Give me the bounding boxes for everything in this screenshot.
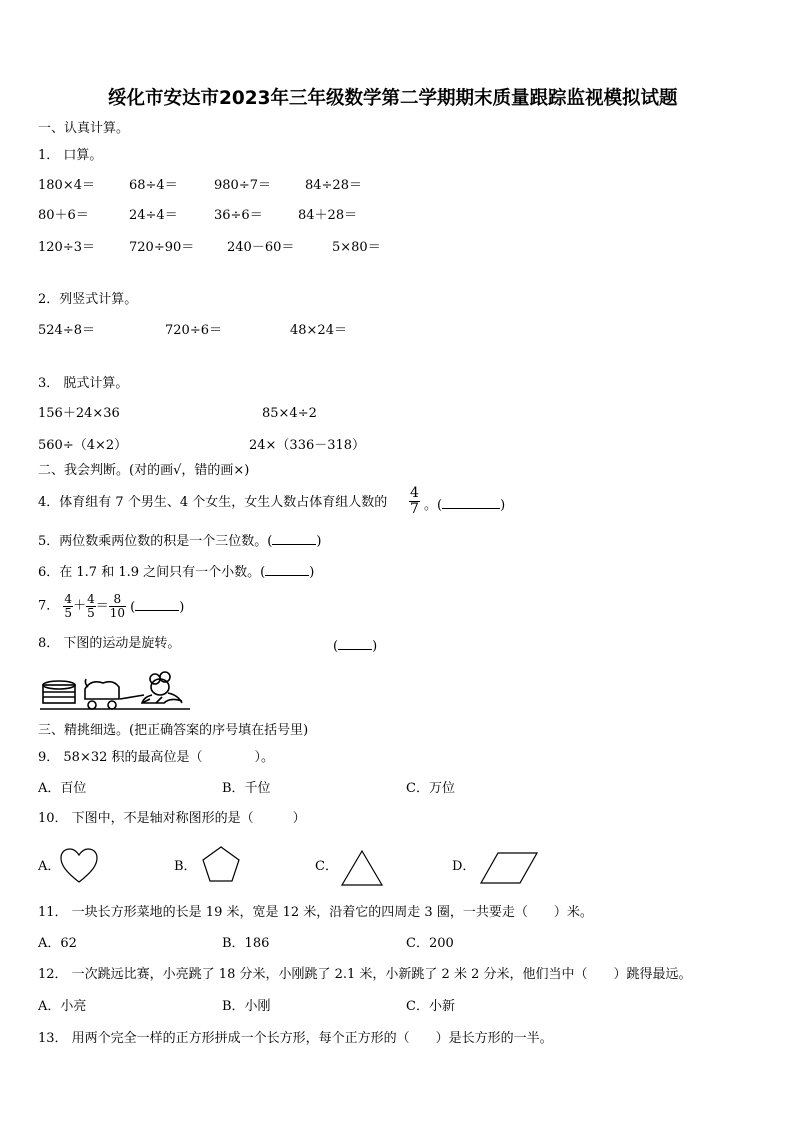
q1-r1-c1: 180×4＝ [38, 178, 95, 193]
q7-close-paren: ) [179, 600, 185, 616]
q3-item-4: 24×（336－318） [249, 438, 366, 453]
q9-option-a[interactable]: A．百位 [38, 781, 87, 796]
q2-item-2: 720÷6＝ [165, 323, 222, 338]
q1-r2-c2: 24÷4＝ [129, 208, 178, 223]
q4-answer [424, 496, 505, 512]
q2-label: 2．列竖式计算。 [38, 292, 138, 307]
q1-r2-c1: 80＋6＝ [38, 208, 89, 223]
q1-r1-c4: 84÷28＝ [305, 178, 362, 193]
q11-option-a[interactable]: A．62 [38, 936, 77, 951]
q11-option-c[interactable]: C．200 [406, 936, 454, 951]
q12-option-b[interactable]: B．小刚 [222, 999, 271, 1014]
q8-open-paren: ( [333, 639, 339, 654]
q6-text: 6．在 1.7 和 1.9 之间只有一个小数。( [38, 565, 266, 580]
q7-open-paren: ( [130, 600, 136, 616]
q7-f2-den: 5 [87, 605, 95, 620]
q4-open-paren: 。( [424, 498, 443, 513]
q4-frac-num: 4 [410, 485, 419, 501]
pentagon-shape-icon [202, 846, 240, 882]
q6 [38, 563, 314, 579]
q7-f1-den: 5 [64, 605, 73, 620]
q5-text: 5．两位数乘两位数的积是一个三位数。( [38, 534, 273, 549]
q7-number: 7． [38, 598, 60, 614]
q10-option-b[interactable]: B． [174, 859, 197, 874]
q1-r2-c3: 36÷6＝ [214, 208, 263, 223]
q7-f1-num: 4 [64, 592, 73, 606]
q11-text: 11． 一块长方形菜地的长是 19 米，宽是 12 米，沿着它的四周走 3 圈，一共要走（ ）米。 [38, 905, 593, 920]
q5 [38, 532, 321, 548]
q7 [38, 593, 184, 619]
q10-option-a[interactable]: A． [38, 859, 61, 874]
triangle-shape-icon [341, 850, 383, 886]
q6-close-paren: ) [309, 565, 315, 580]
q7-f2-num: 4 [87, 592, 95, 606]
q7-blank[interactable] [135, 598, 179, 611]
q4-number: 4． [38, 495, 60, 510]
q12-option-a[interactable]: A．小亮 [38, 999, 87, 1014]
q10-text: 10． 下图中，不是轴对称图形的是（ ） [38, 811, 306, 826]
q7-f3-num: 8 [109, 593, 126, 607]
q8-answer [333, 637, 377, 653]
q9-option-c[interactable]: C．万位 [406, 781, 455, 796]
q10-option-c[interactable]: C． [315, 859, 338, 874]
q10-option-d[interactable]: D． [452, 859, 476, 874]
q2-item-3: 48×24＝ [290, 323, 347, 338]
q13-text: 13． 用两个完全一样的正方形拼成一个长方形，每个正方形的（ ）是长方形的一半。 [38, 1031, 553, 1046]
q4-fraction [409, 486, 420, 516]
q3-item-3: 560÷（4×2） [38, 438, 128, 453]
q5-blank[interactable] [272, 532, 316, 545]
q9-text: 9． 58×32 积的最高位是（ ）。 [38, 750, 275, 765]
q1-r1-c3: 980÷7＝ [214, 178, 271, 193]
q4 [38, 496, 387, 509]
q4-close-paren: ) [500, 498, 506, 513]
q1-r3-c4: 5×80＝ [332, 240, 381, 255]
q8-close-paren: ) [372, 639, 378, 654]
q5-close-paren: ) [316, 534, 322, 549]
q4-text: 体育组有 7 个男生、4 个女生，女生人数占体育组人数的 [59, 495, 388, 510]
cart-mouse-illustration [40, 665, 190, 713]
q3-item-1: 156＋24×36 [38, 406, 120, 421]
q3-item-2: 85×4÷2 [262, 406, 317, 421]
q9-option-b[interactable]: B．千位 [222, 781, 271, 796]
q1-r2-c4: 84＋28＝ [298, 208, 358, 223]
q2-item-1: 524÷8＝ [38, 323, 95, 338]
q12-option-c[interactable]: C．小新 [406, 999, 455, 1014]
q7-equals: ＝ [95, 598, 109, 614]
q1-r3-c1: 120÷3＝ [38, 240, 95, 255]
section-3-heading: 三、精挑细选。(把正确答案的序号填在括号里) [38, 723, 309, 738]
q11-option-b[interactable]: B．186 [222, 936, 270, 951]
q4-frac-den: 7 [410, 500, 419, 517]
section-1-heading: 一、认真计算。 [38, 121, 130, 136]
q1-r3-c3: 240－60＝ [227, 240, 295, 255]
q1-label: 1． 口算。 [38, 148, 103, 163]
q1-r3-c2: 720÷90＝ [129, 240, 195, 255]
heart-shape-icon [60, 848, 98, 884]
q7-plus: ＋ [73, 598, 87, 614]
q12-text: 12． 一次跳远比赛，小亮跳了 18 分米，小刚跳了 2.1 米，小新跳了 2 米 2 分米，他们当中（ ）跳得最远。 [38, 967, 692, 982]
page-title: 绥化市安达市2023年三年级数学第二学期期末质量跟踪监视模拟试题 [108, 88, 678, 109]
q1-r1-c2: 68÷4＝ [129, 178, 178, 193]
q8-text: 8． 下图的运动是旋转。 [38, 636, 181, 651]
q6-blank[interactable] [265, 563, 309, 576]
q3-label: 3． 脱式计算。 [38, 376, 129, 391]
parallelogram-shape-icon [480, 852, 538, 884]
q8-blank[interactable] [338, 637, 372, 650]
q4-blank[interactable] [442, 496, 500, 509]
q7-f3-den: 10 [109, 605, 126, 620]
section-2-heading: 二、我会判断。(对的画√，错的画×) [38, 463, 250, 478]
